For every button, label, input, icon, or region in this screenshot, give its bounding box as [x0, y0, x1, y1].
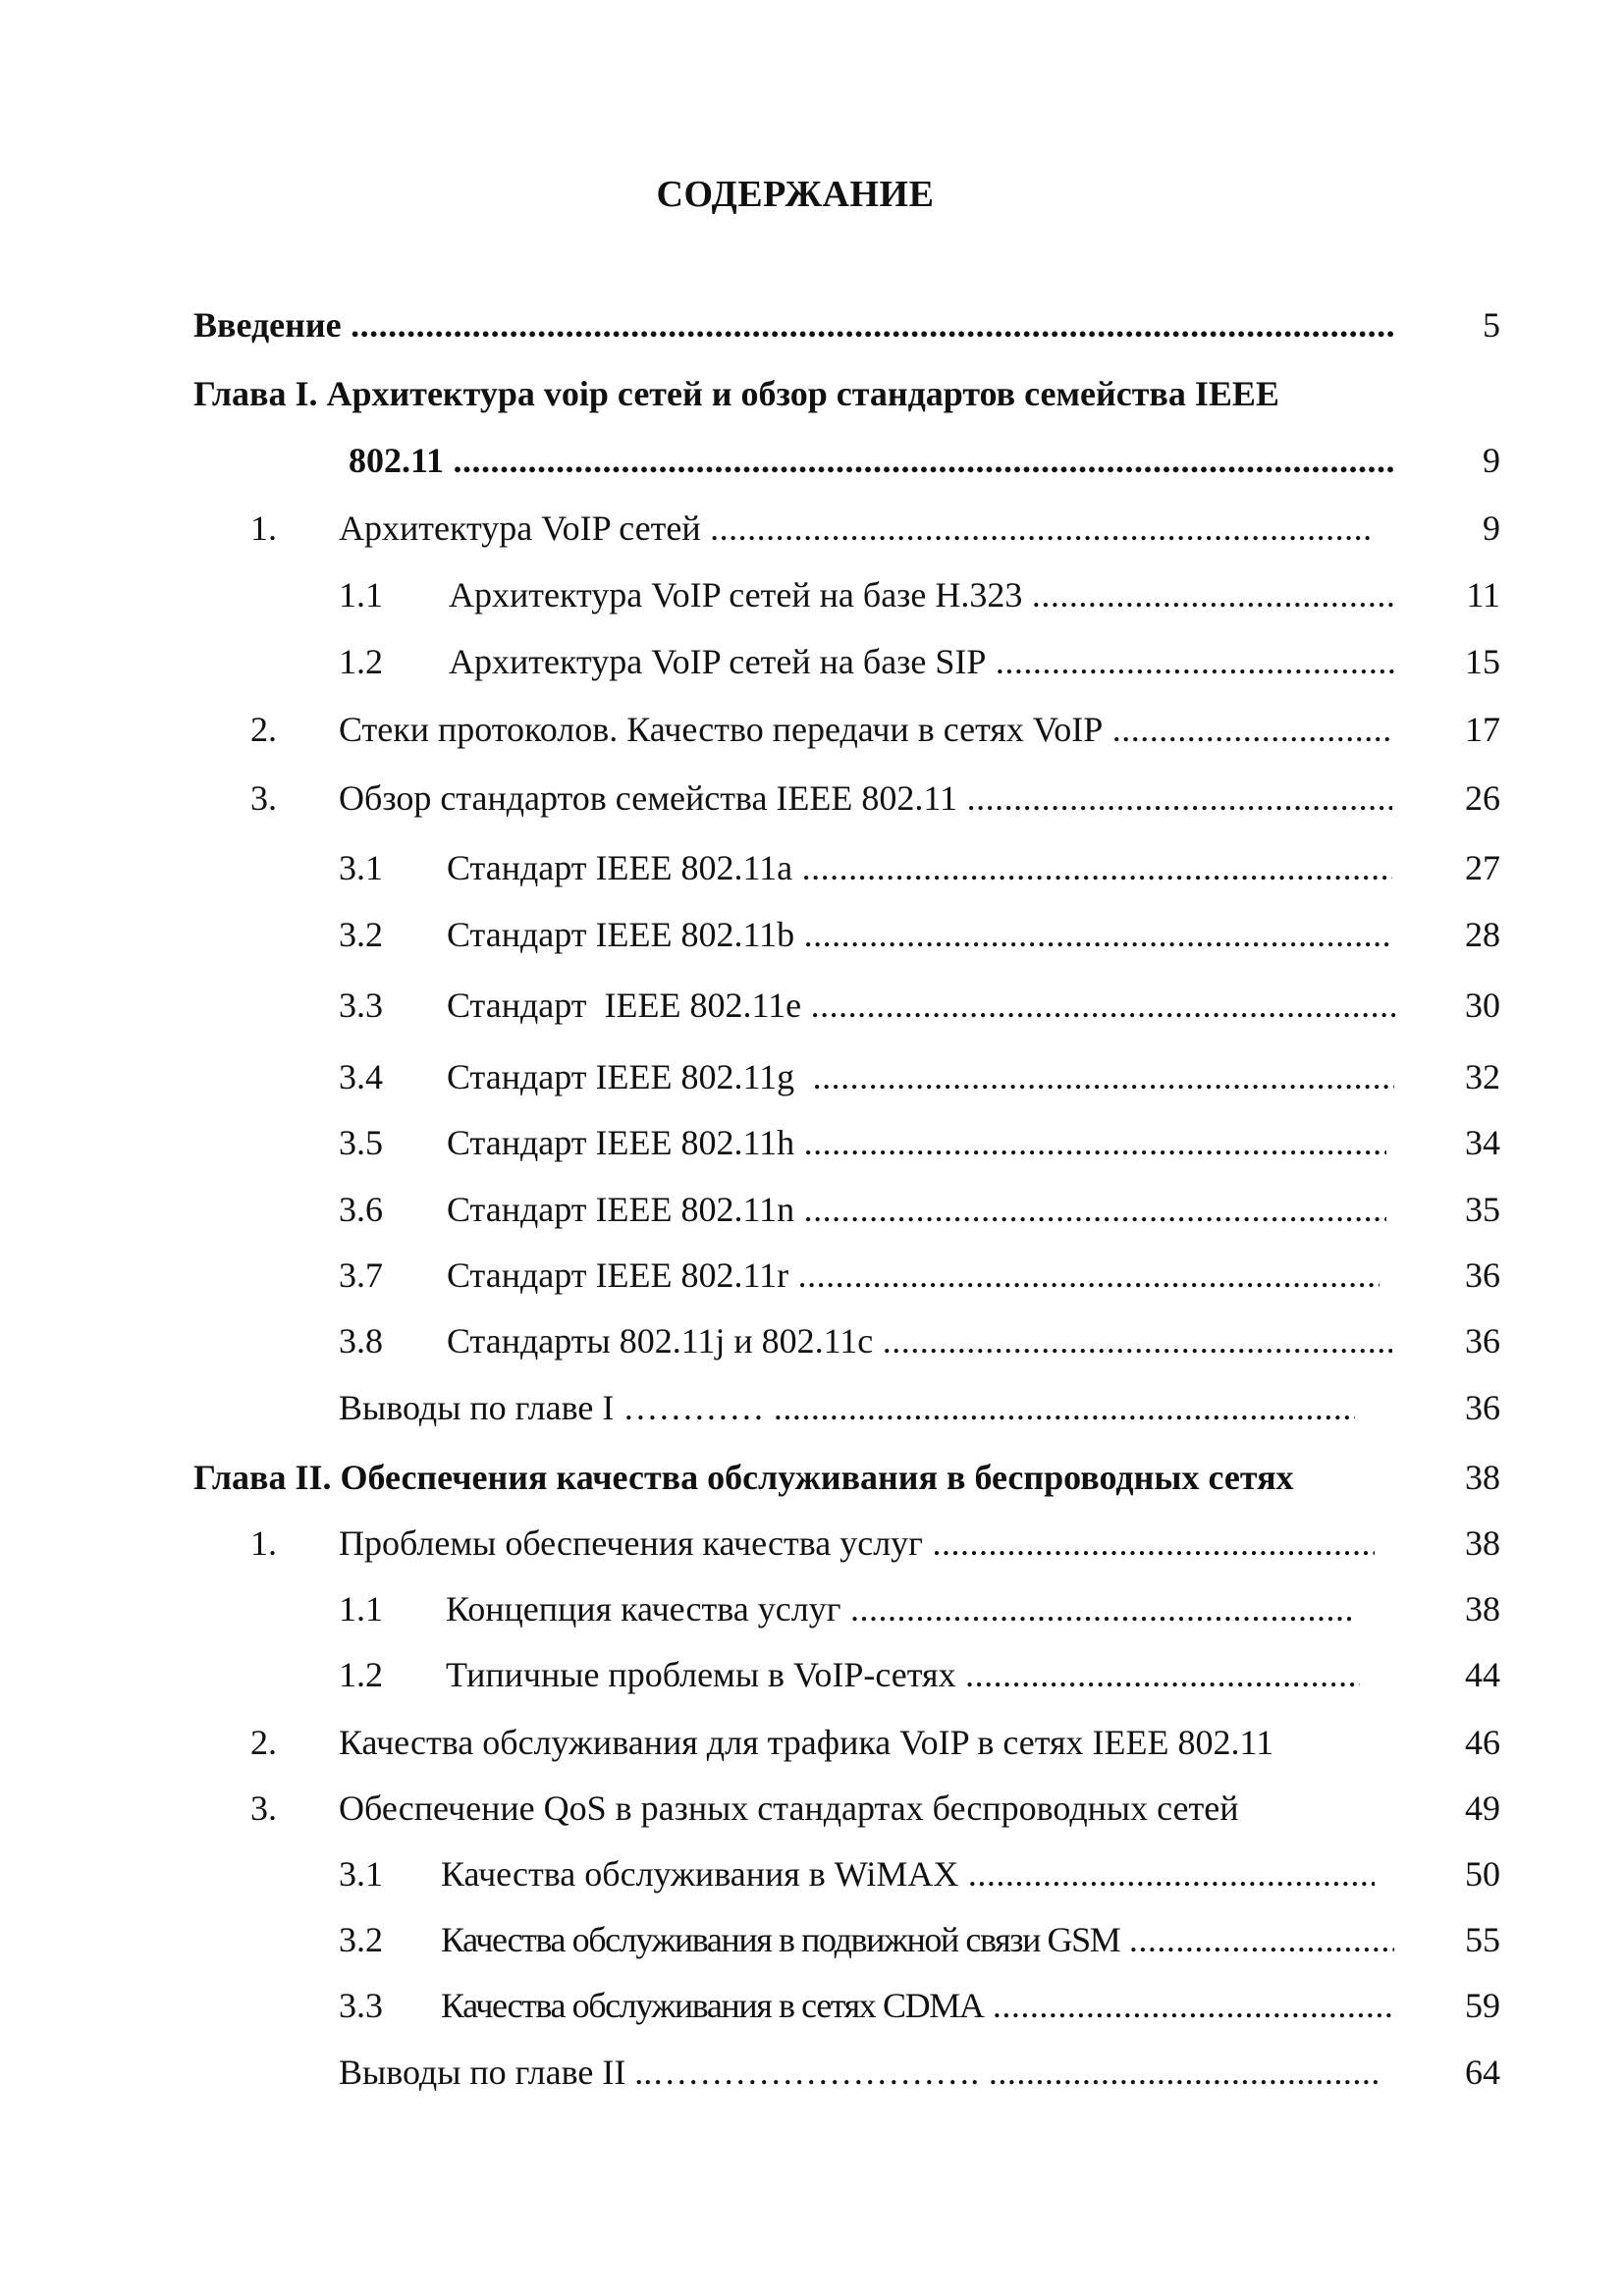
- toc-page-number: 38: [1465, 1458, 1500, 1497]
- toc-entry-label: Стандарт IEEE 802.11g .....: [447, 1051, 1394, 1102]
- toc-entry-label: Глава II. Обеспечения качества обслуживания в беспроводных сетях: [193, 1458, 1294, 1497]
- toc-entry-conclusion: [339, 1382, 1355, 1433]
- toc-entry-intro: [193, 299, 1396, 350]
- toc-page-number: 55: [1465, 1920, 1500, 1959]
- toc-entry: [339, 1051, 1394, 1102]
- toc-page-number: 15: [1465, 642, 1500, 681]
- toc-entry: [339, 1980, 1394, 2031]
- toc-entry-label: Обзор стандартов семейства IEEE 802.11 .....: [339, 773, 1392, 824]
- toc-entry: [339, 842, 1392, 893]
- toc-entry-number: 2.: [250, 1723, 277, 1762]
- toc-page-number: 44: [1465, 1655, 1500, 1694]
- toc-page-number: 9: [1483, 441, 1500, 480]
- toc-entry: [339, 1315, 1392, 1366]
- toc-entry-number: 3.1: [339, 848, 383, 887]
- toc-page-number: 30: [1465, 986, 1500, 1025]
- toc-entry: [339, 569, 1394, 620]
- toc-entry-number: 3.7: [339, 1255, 383, 1295]
- toc-entry-label: Стандарты 802.11j и 802.11c .....: [447, 1315, 1392, 1366]
- toc-entry: [339, 1649, 1360, 1700]
- toc-entry-label: Стандарт IEEE 802.11b .....: [447, 909, 1390, 960]
- toc-page-number: 5: [1483, 305, 1500, 345]
- toc-entry-label: Обеспечение QoS в разных стандартах беспроводных сетей: [339, 1789, 1239, 1828]
- toc-entry-label: Архитектура VoIP сетей на базе H.323 .....: [449, 569, 1394, 620]
- toc-page-number: 32: [1465, 1057, 1500, 1096]
- toc-page-number: 11: [1466, 575, 1500, 614]
- toc-entry-number: 3.2: [339, 915, 383, 954]
- toc-page-number: 49: [1465, 1789, 1500, 1828]
- toc-entry-number: 3.1: [339, 1854, 383, 1894]
- toc-entry-label: Введение .....: [193, 299, 1396, 350]
- toc-entry-label: Архитектура VoIP сетей .....: [339, 503, 1370, 554]
- toc-page-number: 27: [1465, 848, 1500, 887]
- toc-entry-number: 1.1: [339, 575, 383, 614]
- toc-entry-label: Стандарт IEEE 802.11n .....: [447, 1184, 1386, 1235]
- toc-entry-label: Стандарт IEEE 802.11r .....: [447, 1250, 1380, 1301]
- toc-entry-number: 1.2: [339, 1655, 383, 1694]
- toc-entry: [339, 1117, 1386, 1168]
- toc-entry-number: 1.1: [339, 1589, 383, 1629]
- toc-page-number: 28: [1465, 915, 1500, 954]
- toc-entry-number: 1.2: [339, 642, 383, 681]
- toc-page-number: 35: [1465, 1190, 1500, 1229]
- toc-entry: [250, 704, 1394, 755]
- toc-entry: [339, 1914, 1394, 1965]
- toc-entry-number: 3.: [250, 778, 277, 818]
- toc-entry-number: 3.8: [339, 1321, 383, 1361]
- toc-entry-number: 3.2: [339, 1920, 383, 1959]
- toc-entry-label: Типичные проблемы в VoIP-сетях .....: [446, 1649, 1360, 1700]
- toc-entry-number: 3.5: [339, 1123, 383, 1162]
- toc-entry-label: 802.11 .....: [349, 435, 1396, 486]
- toc-entry: [339, 909, 1390, 960]
- toc-page-number: 36: [1465, 1255, 1500, 1295]
- toc-entry-label: Качества обслуживания в WiMAX .....: [441, 1848, 1375, 1899]
- toc-entry-number: 1.: [250, 508, 277, 548]
- toc-entry-label: Стеки протоколов. Качество передачи в сетях VoIP .....: [339, 704, 1394, 755]
- toc-page-number: 34: [1465, 1123, 1500, 1162]
- toc-page-number: 17: [1465, 710, 1500, 749]
- toc-entry: [339, 980, 1396, 1031]
- toc-entry-number: 3.4: [339, 1057, 383, 1096]
- toc-page-number: 50: [1465, 1854, 1500, 1894]
- toc-entry-label: Концепция качества услуг .....: [446, 1583, 1355, 1634]
- toc-entry: [339, 1250, 1380, 1301]
- page-title: СОДЕРЖАНИЕ: [656, 174, 935, 215]
- toc-entry-label: Проблемы обеспечения качества услуг .....: [339, 1518, 1375, 1569]
- toc-entry-number: 3.3: [339, 1986, 383, 2025]
- toc-entry-number: 2.: [250, 710, 277, 749]
- toc-entry-label: Архитектура VoIP сетей на базе SIP .....: [449, 636, 1394, 687]
- toc-entry-label: Качества обслуживания в подвижной связи GSM .....: [441, 1914, 1394, 1965]
- toc-page-number: 38: [1465, 1523, 1500, 1563]
- toc-entry-label: Стандарт IEEE 802.11h .....: [447, 1117, 1386, 1168]
- toc-entry-number: 3.: [250, 1789, 277, 1828]
- toc-entry-number: 3.3: [339, 986, 383, 1025]
- chapter-1-heading-cont: [349, 435, 1396, 486]
- chapter-2-heading: [193, 1452, 1401, 1503]
- chapter-1-heading: Глава I. Архитектура voip сетей и обзор стандартов семейства IEEE: [193, 374, 1279, 413]
- toc-page-number: 36: [1465, 1321, 1500, 1361]
- toc-entry-label: Качества обслуживания в сетях CDMA .....: [441, 1980, 1394, 2031]
- toc-page-number: 36: [1465, 1388, 1500, 1427]
- toc-page-number: 26: [1465, 778, 1500, 818]
- toc-entry-label: Выводы по главе II ..………………………. .....: [339, 2047, 1380, 2098]
- toc-page-number: 59: [1465, 1986, 1500, 2025]
- toc-entry: [339, 636, 1394, 687]
- toc-entry: [250, 1783, 1389, 1834]
- toc-entry: [250, 773, 1392, 824]
- toc-page-number: 9: [1483, 508, 1500, 548]
- toc-page-number: 46: [1465, 1723, 1500, 1762]
- toc-entry-number: 3.6: [339, 1190, 383, 1229]
- toc-page-number: 38: [1465, 1589, 1500, 1629]
- toc-entry: [250, 1717, 1389, 1768]
- toc-page-number: 64: [1465, 2053, 1500, 2092]
- toc-entry-label: Стандарт IEEE 802.11e .....: [447, 980, 1396, 1031]
- toc-entry-conclusion: [339, 2047, 1380, 2098]
- toc-entry: [339, 1184, 1386, 1235]
- toc-entry: [339, 1583, 1355, 1634]
- toc-entry-label: Стандарт IEEE 802.11a .....: [447, 842, 1392, 893]
- toc-entry: [250, 503, 1370, 554]
- toc-entry-label: Качества обслуживания для трафика VoIP в сетях IEEE 802.11: [339, 1723, 1274, 1762]
- toc-entry-label: Выводы по главе I ………… .....: [339, 1382, 1355, 1433]
- toc-entry-number: 1.: [250, 1523, 277, 1563]
- toc-entry: [339, 1848, 1375, 1899]
- toc-entry: [250, 1518, 1375, 1569]
